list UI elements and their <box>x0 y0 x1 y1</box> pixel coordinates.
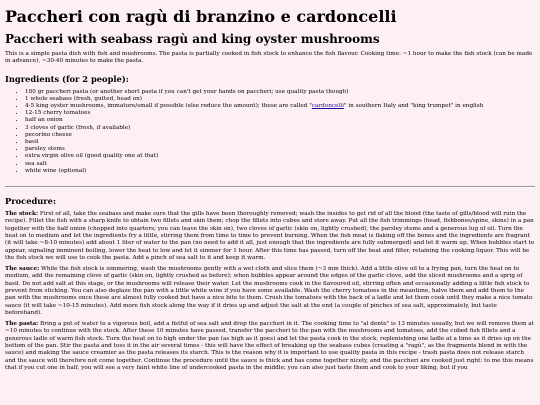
ingredient-item: • 3 cloves of garlic (fresh, if available) <box>25 125 535 132</box>
sauce-text: While the fish stock is simmering, wash the mushrooms gently with a wet cloth and slice them (~3 mm thick). Add a little olive oil to a frying pan, turn the heat on to medium, add the remaining clove of garlic (skin on, lightly crushed as before); when bubbles appear around the edges of the garlic clove, add the sliced mushrooms and a sprig of basil. Do not add salt at this stage, or the mushrooms will release their water. Let the mushrooms cook in the flavoured oil, stirring often and occasionally adding a little fish stock to prevent from sticking. You can also deglaze the pan with a little white wine if you have some available. Wash the cherry tomatoes in the meantime, halve them and add them to the pan with the mushrooms once these are almost fully cooked but have a nice bite to them. Crush the tomatoes with the back of a ladle and let them cook until they make a nice tomato sauce (it will take ~10-15 minutes). Add more fish stock along the way if it dries up and adjust the salt at the end (a couple of pinches of sea salt, approximately, but taste beforehand). <box>5 266 533 316</box>
ingredient-text: " in southern Italy and "king trumpet" in english <box>343 103 484 109</box>
pasta-label: The pasta: <box>5 321 39 328</box>
stock-text: First of all, take the seabass and make sure that the gills have been thoroughly removed; wash the insides to get rid of all the blood (the taste of gills/blood will ruin the recipe). Fillet the fish with a sharp knife to obtain two fillets and skin them; chop the fillets into cubes and store away. Put all the fish trimmings (head, fishbones/spine, skins) in a pan together with the half onion (chopped into quarters; you can leave the skin on), two cloves of garlic (skin on, lightly crushed), the parsley stems and a generous lug of oil. Turn the heat on to medium and let the ingredients fry a little, stirring them from time to time to prevent burning. When the fish meat is flaking off the bones and the ingredients are fragrant (it will take ~8-10 minutes) add about 1 liter of water to the pan (no need to add it all, just enough that the ingredients are fully submerged) and let it warm up. When bubbles start to appear, signaling imminent boiling, lower the heat to low and let it simmer for 1 hour. After this time has passed, turn off the heat and filter, retaining the cooking liquor. This will be the fish stock we will use to cook the pasta. Add a pinch of sea salt to it and keep it warm. <box>5 211 535 261</box>
pasta-text: Bring a pot of water to a vigorous boil, add a fistful of sea salt and drop the paccheri in it. The cooking time to "al dente" is 13 minutes usually, but we will remove them at ~10 minutes to continue with the stock. After these 10 minutes have passed, transfer the paccheri to the pan with the mushrooms and tomatoes, add the cubed fish fillets and a generous ladle of warm fish stock. Turn the heat on to high under the pan (as high as it goes) and let the pasta cook in the stock, replenishing one ladle at a time as it dries up on the bottom of the pan. Stir the pasta and toss it in the air several times - this will have the effect of breaking up the seabass cubes (creating a "ragù", as the fragments blend in with the sauce) and making the sauce creamier as the pasta releases its starch. This is the reason why it is important to use quality pasta in this recipe - trash pasta does not release starch and the sauce will therefore not come together. Continue the procedure until the sauce is thick and has come together nicely, and the paccheri are cooked just right: to me this means that if you cut one in half, you will see a very faint white line of undercooked pasta in the middle; you can also just taste them and cook to your liking, but if you <box>5 321 534 371</box>
cardoncelli-link[interactable]: cardoncelli <box>311 103 344 109</box>
ingredient-item: • 180 gr paccheri pasta (or another short pasta if you can't get your hands on paccheri; use quality pasta though) <box>25 89 535 96</box>
procedure-heading: Procedure: <box>5 196 57 207</box>
ingredient-item: • extra virgin olive oil (good quality one at that) <box>25 153 535 160</box>
sauce-label: The sauce: <box>5 266 40 273</box>
intro-paragraph: This is a simple pasta dish with fish and mushrooms. The pasta is partially cooked in fish stock to enhance the fish flavour. Cooking time: ~1 hour to make the fish stock (can be made in advance), ~30-40 minutes to make the pasta. <box>5 51 533 65</box>
ingredient-item: • parsley stems <box>25 146 535 153</box>
page-title: Paccheri con ragù di branzino e cardoncelli <box>5 7 397 26</box>
ingredients-list <box>5 89 535 175</box>
ingredient-text: 4-5 king oyster mushrooms, immature/small if possible (else reduce the amount); these are called " <box>25 103 312 109</box>
section-divider <box>5 186 535 188</box>
ingredient-item: • 1 whole seabass (fresh, gutted, head on) <box>25 96 535 103</box>
sauce-paragraph <box>5 266 535 317</box>
ingredient-item: • white wine (optional) <box>25 168 535 175</box>
stock-paragraph <box>5 211 535 262</box>
ingredient-item: • sea salt <box>25 161 535 168</box>
stock-label: The stock: <box>5 211 39 218</box>
ingredients-heading: Ingredients (for 2 people): <box>5 73 129 84</box>
ingredient-item: • half an onion <box>25 117 535 124</box>
page-subtitle: Paccheri with seabass ragù and king oyster mushrooms <box>5 32 380 46</box>
ingredient-item-mushrooms <box>25 103 535 110</box>
ingredient-item: • 12-15 cherry tomatoes <box>25 110 535 117</box>
ingredient-item: • basil <box>25 139 535 146</box>
pasta-paragraph <box>5 321 535 372</box>
ingredient-item: • pecorino cheese <box>25 132 535 139</box>
